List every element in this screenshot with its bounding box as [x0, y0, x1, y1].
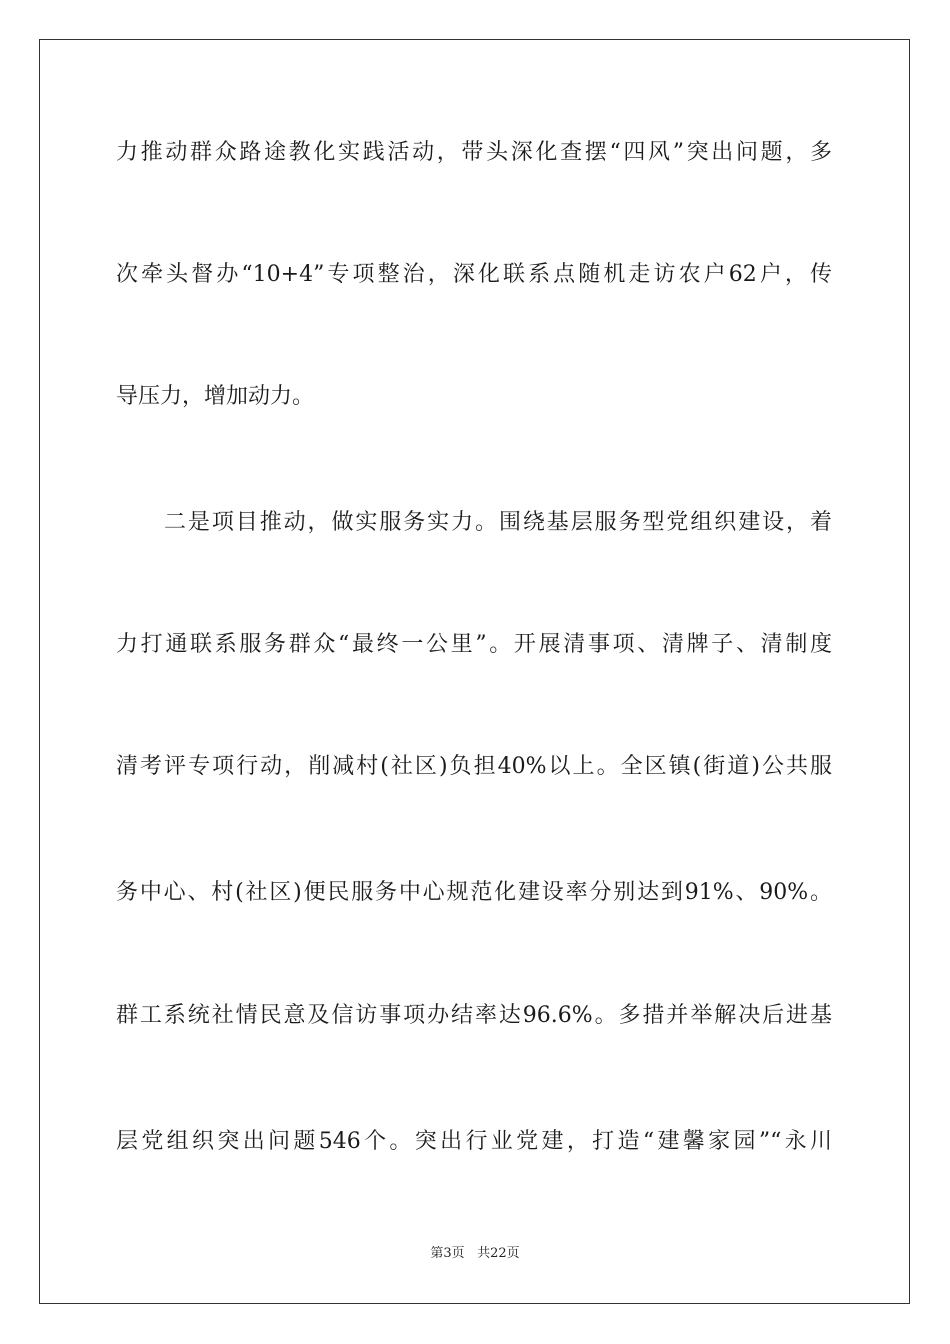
paragraph-line-3: 导压力，增加动力。 — [116, 384, 315, 409]
page-footer — [0, 1245, 950, 1263]
paragraph-line-2: 次牵头督办“10+4”专项整治，深化联系点随机走访农户62户，传 — [116, 262, 832, 287]
paragraph-line-9: 层党组织突出问题546个。突出行业党建，打造“建馨家园”“永川 — [116, 1129, 832, 1154]
paragraph-line-7: 务中心、村(社区)便民服务中心规范化建设率分别达到91%、90%。 — [116, 880, 832, 905]
paragraph-line-4: 二是项目推动，做实服务实力。围绕基层服务型党组织建设，着 — [164, 510, 832, 535]
paragraph-line-6: 清考评专项行动，削减村(社区)负担40%以上。全区镇(街道)公共服 — [116, 754, 832, 779]
paragraph-line-5: 力打通联系服务群众“最终一公里”。开展清事项、清牌子、清制度 — [116, 632, 832, 657]
paragraph-line-8: 群工系统社情民意及信访事项办结率达96.6%。多措并举解决后进基 — [116, 1003, 832, 1028]
page-total: 共22页 — [477, 1246, 520, 1261]
page-border — [39, 39, 910, 1304]
paragraph-line-1: 力推动群众路途教化实践活动，带头深化查摆“四风”突出问题，多 — [116, 140, 832, 165]
page-number: 第3页 — [430, 1246, 465, 1261]
